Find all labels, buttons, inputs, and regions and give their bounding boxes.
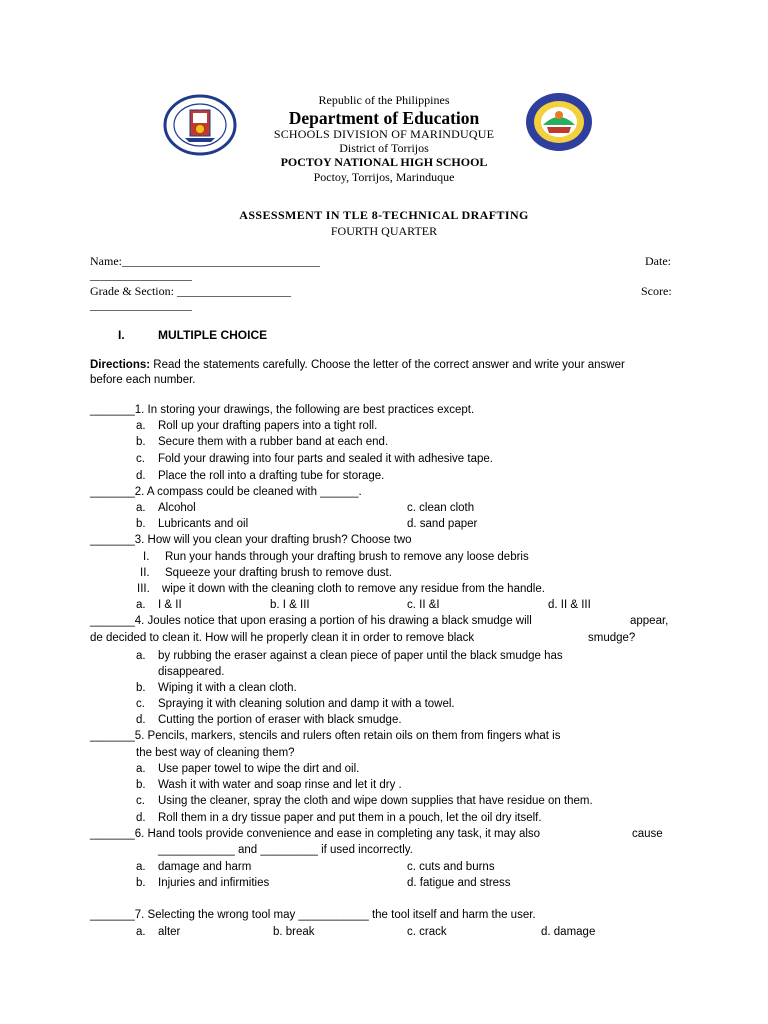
option-label: c. <box>136 795 145 807</box>
option-label: b. <box>136 518 146 530</box>
question-7-option-c: c. crack <box>407 926 447 938</box>
option-label: b. <box>136 682 146 694</box>
name-field[interactable]: Name:_________________________________ <box>90 254 320 268</box>
question-6-line-1: _______6. Hand tools provide convenience and ease in completing any task, it may also <box>90 828 541 840</box>
school-address: Poctoy, Torrijos, Marinduque <box>313 170 455 184</box>
roman-label: II. <box>140 567 150 579</box>
option-label: a. <box>136 861 146 873</box>
division-line: SCHOOLS DIVISION OF MARINDUQUE <box>273 127 495 141</box>
question-4-appear: appear, <box>630 615 669 627</box>
roman-label: I. <box>143 551 150 563</box>
date-label: Date: <box>645 254 671 268</box>
option-label: a. <box>136 650 146 662</box>
option-label: a. <box>136 599 146 611</box>
option-label: d. <box>136 470 146 482</box>
question-1-option-a: Roll up your drafting papers into a tight roll. <box>158 420 378 432</box>
date-field[interactable]: _________________ <box>90 268 192 282</box>
question-3-statement-ii: Squeeze your drafting brush to remove dust. <box>165 567 392 579</box>
assessment-title: ASSESSMENT IN TLE 8-TECHNICAL DRAFTING <box>239 208 529 222</box>
option-label: a. <box>136 926 146 938</box>
question-7-option-a: alter <box>158 926 181 938</box>
question-6-option-b: Injuries and infirmities <box>158 877 270 889</box>
section-number: I. <box>118 328 125 342</box>
question-4-line-2: de decided to clean it. How will he properly clean it in order to remove black <box>90 632 475 644</box>
roman-label: III. <box>137 583 150 595</box>
score-field[interactable]: _________________ <box>90 298 192 312</box>
option-label: b. <box>136 436 146 448</box>
question-4-option-d: Cutting the portion of eraser with black smudge. <box>158 714 402 726</box>
question-1-option-c: Fold your drawing into four parts and sealed it with adhesive tape. <box>158 453 493 465</box>
question-6-option-a: damage and harm <box>158 861 252 873</box>
question-6-option-d: d. fatigue and stress <box>407 877 511 889</box>
question-2-option-c: c. clean cloth <box>407 502 475 514</box>
question-3-option-a: I & II <box>158 599 182 611</box>
question-2-option-b: Lubricants and oil <box>158 518 249 530</box>
directions-label: Directions: <box>90 359 151 371</box>
option-label: a. <box>136 420 146 432</box>
option-label: a. <box>136 502 146 514</box>
question-4-option-a-cont: disappeared. <box>158 666 225 678</box>
question-6-line-2: ____________ and _________ if used incorrectly. <box>158 844 413 856</box>
option-label: b. <box>136 877 146 889</box>
option-label: c. <box>136 453 145 465</box>
option-label: c. <box>136 698 145 710</box>
question-5-option-a: Use paper towel to wipe the dirt and oil. <box>158 763 360 775</box>
question-3-statement-iii: wipe it down with the cleaning cloth to remove any residue from the handle. <box>162 583 545 595</box>
question-6-cause: cause <box>632 828 663 840</box>
option-label: b. <box>136 779 146 791</box>
school-name: POCTOY NATIONAL HIGH SCHOOL <box>280 155 488 169</box>
question-2-option-d: d. sand paper <box>407 518 478 530</box>
question-4-smudge: smudge? <box>588 632 636 644</box>
question-7-option-d: d. damage <box>541 926 596 938</box>
question-5-line-2: the best way of cleaning them? <box>136 747 295 759</box>
question-5-option-d: Roll them in a dry tissue paper and put them in a pouch, let the oil dry itself. <box>158 812 542 824</box>
question-3-statement-i: Run your hands through your drafting brush to remove any loose debris <box>165 551 529 563</box>
question-3-option-d: d. II & III <box>548 599 591 611</box>
option-label: d. <box>136 714 146 726</box>
option-label: d. <box>136 812 146 824</box>
question-4-line-1: _______4. Joules notice that upon erasing a portion of his drawing a black smudge will <box>90 615 532 627</box>
directions-text-2: before each number. <box>90 374 196 386</box>
question-4-option-c: Spraying it with cleaning solution and damp it with a towel. <box>158 698 455 710</box>
question-1: _______1. In storing your drawings, the following are best practices except. <box>90 404 475 416</box>
question-6-option-c: c. cuts and burns <box>407 861 495 873</box>
grade-section-field[interactable]: Grade & Section: ___________________ <box>90 284 291 298</box>
directions <box>90 359 625 371</box>
score-label: Score: <box>641 284 672 298</box>
question-4-option-b: Wiping it with a clean cloth. <box>158 682 297 694</box>
question-5-option-b: Wash it with water and soap rinse and let it dry . <box>158 779 402 791</box>
district-line: District of Torrijos <box>339 141 429 155</box>
question-5-line-1: _______5. Pencils, markers, stencils and rulers often retain oils on them from fingers what is <box>90 730 561 742</box>
question-1-option-d: Place the roll into a drafting tube for storage. <box>158 470 385 482</box>
question-3: _______3. How will you clean your drafting brush? Choose two <box>90 534 412 546</box>
section-title: MULTIPLE CHOICE <box>158 328 268 342</box>
department-title: Department of Education <box>288 108 480 128</box>
option-label: a. <box>136 763 146 775</box>
question-1-option-b: Secure them with a rubber band at each end. <box>158 436 389 448</box>
question-3-option-c: c. II &I <box>407 599 440 611</box>
question-4-option-a: by rubbing the eraser against a clean piece of paper until the black smudge has <box>158 650 563 662</box>
question-2-option-a: Alcohol <box>158 502 196 514</box>
question-2: _______2. A compass could be cleaned with ______. <box>90 486 362 498</box>
question-3-option-b: b. I & III <box>270 599 310 611</box>
quarter-label: FOURTH QUARTER <box>330 224 438 238</box>
question-7-option-b: b. break <box>273 926 315 938</box>
question-7: _______7. Selecting the wrong tool may ___________ the tool itself and harm the user. <box>90 909 536 921</box>
directions-text: Read the statements carefully. Choose the letter of the correct answer and write your answer <box>150 359 625 371</box>
republic-line: Republic of the Philippines <box>318 93 450 107</box>
question-5-option-c: Using the cleaner, spray the cloth and wipe down supplies that have residue on them. <box>158 795 593 807</box>
